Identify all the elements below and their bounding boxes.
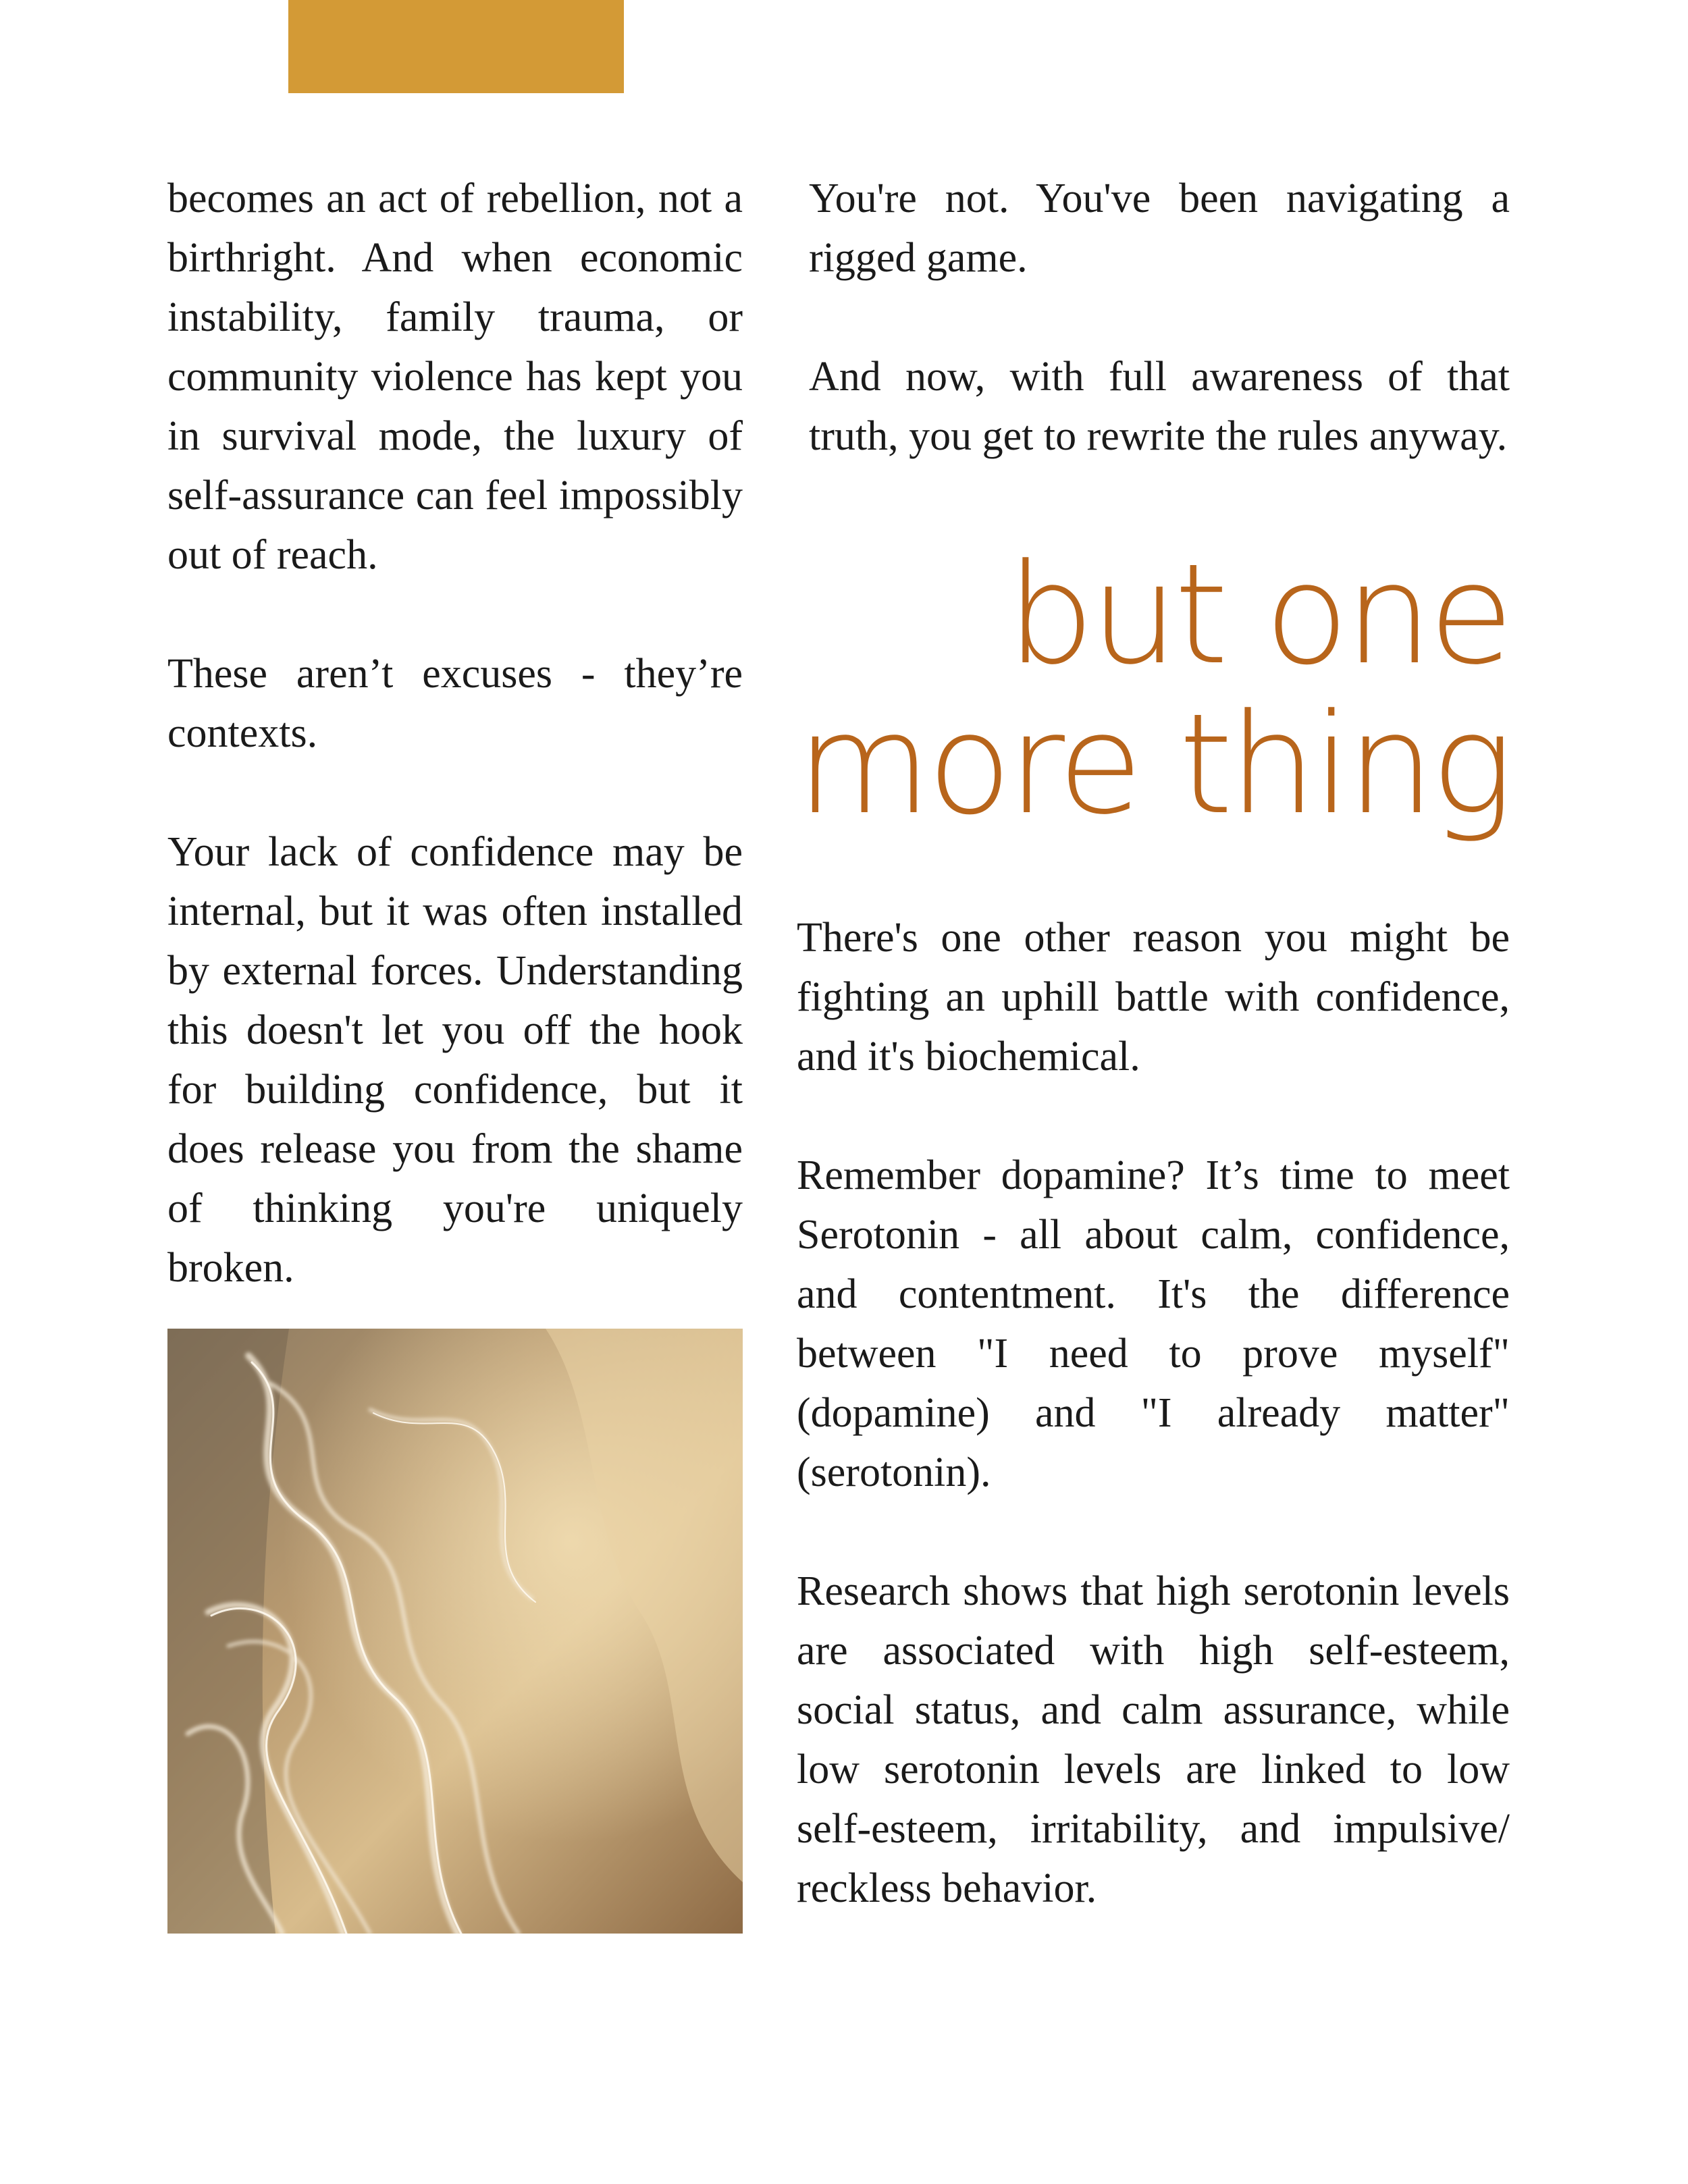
section-headline xyxy=(767,535,1510,845)
top-accent-bar xyxy=(288,0,624,93)
right-bottom-paragraph-2: Remember dopamine? It’s time to meet Serotonin - all about calm, confidence, and contentment. It's the difference between "I need to prove myself" (dopamine) and "I already matter" (serotonin). xyxy=(797,1152,1510,1495)
headline-line-2: more thing xyxy=(796,685,1510,845)
right-bottom-paragraph-1: There's one other reason you might be fighting an uphill battle with confidence, and it's biochemical. xyxy=(797,915,1510,1080)
smoke-illustration xyxy=(167,1329,743,1934)
right-column-bottom xyxy=(797,908,1510,1918)
smoke-fabric-photo xyxy=(167,1329,743,1934)
left-column xyxy=(167,169,743,1298)
right-paragraph-1: You're not. You've been navigating a rigged game. xyxy=(809,176,1510,281)
left-paragraph-3: Your lack of confidence may be internal, but it was often installed by external forces. Understanding this doesn't let you off the hook for building confidence, but it does release you from the shame of thinking you're uniquely broken. xyxy=(167,829,743,1291)
right-paragraph-2: And now, with full awareness of that truth, you get to rewrite the rules anyway. xyxy=(809,354,1510,459)
headline-line-1: but one xyxy=(1006,535,1510,695)
left-paragraph-2: These aren’t excuses - they’re contexts. xyxy=(167,651,743,756)
right-column-top xyxy=(809,169,1510,466)
right-bottom-paragraph-3: Research shows that high serotonin levels are associated with high self-esteem, social status, and calm assurance, while low serotonin levels are linked to low self-esteem, irritability, and impulsive/ reckless behavior. xyxy=(797,1568,1510,1911)
left-paragraph-1: becomes an act of rebellion, not a birthright. And when economic instability, family trauma, or community violence has kept you in survival mode, the luxury of self-assurance can feel impossibly out of reach. xyxy=(167,176,743,578)
